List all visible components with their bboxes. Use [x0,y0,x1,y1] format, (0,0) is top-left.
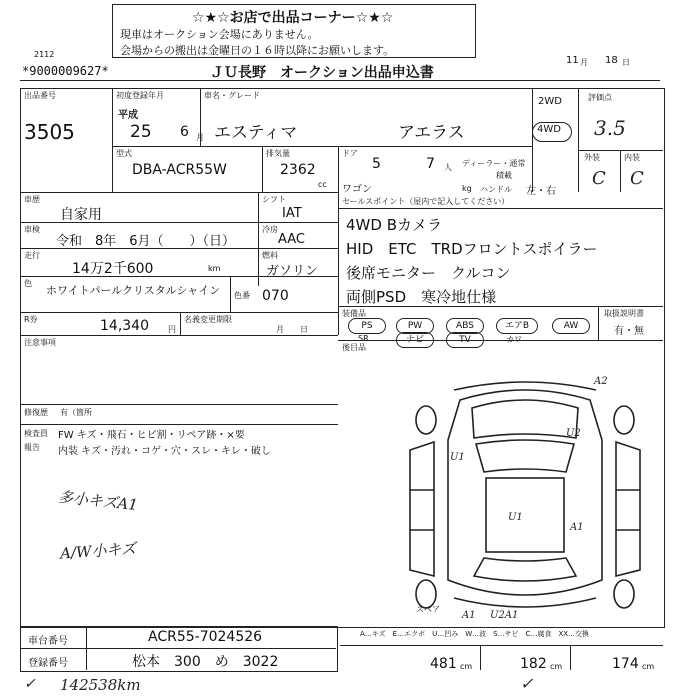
diagram-hood [472,400,578,438]
registration-label: 初度登録年月 [116,91,164,100]
sales-point-2: HID ETC TRDフロントスポイラー [346,240,598,258]
ac-label: 冷房 [262,225,278,234]
load-unit: kg [462,184,472,193]
ac-line [258,248,338,249]
name-change-label: 名義変更期限 [184,315,232,324]
row-line-1 [20,192,338,193]
grade-label: 評価点 [588,93,612,102]
diagram-mark-u1-left: U1 [450,452,465,463]
grade-score: 3.5 [594,116,626,140]
inspection-label: 車検 [24,225,40,234]
shift-line [258,222,338,223]
sales-points-label: セールスポイント（屋内で記入してください） [342,197,510,206]
equip-abs: ABS [446,318,484,334]
doors-label: ドア [342,149,358,158]
displacement-label: 排気量 [266,149,290,158]
equip-airbag: エアB [496,318,538,334]
dims-top-line [340,645,663,646]
row-line-7 [20,335,338,336]
diagram-mark-a1-right: A1 [570,522,584,533]
notice-line1: ☆★☆お店で出品コーナー☆★☆ [192,10,394,26]
drive-2wd: 2WD [538,96,562,107]
dim-length: 481 [430,656,457,672]
dims-div-1 [480,645,481,670]
equip-leather: カワ [506,335,522,344]
interior-grade: C [630,168,644,189]
diagram-wheel-rr [614,580,634,608]
reg-value: 松本 300 め 3022 [132,654,279,670]
diagram-rear-bumper [454,598,596,607]
recycle-divider [180,312,181,335]
diagram-windshield [476,440,574,472]
registration-month-unit: 月 [196,133,204,142]
diagram-roof [486,478,564,552]
inspector-label-2: 報告 [24,443,40,452]
equip-aw: AW [552,318,590,334]
drive-divider [532,88,533,192]
chassis-label: 車台番号 [28,636,68,647]
displacement-value: 2362 [280,162,316,178]
recycle-value: 14,340 [100,318,149,334]
color-no-border [230,276,231,312]
exterior-label: 外装 [584,153,600,162]
date-day-unit: 日 [622,58,630,67]
repair-value: 有（箇所 [60,408,92,417]
handle-label: ハンドル [480,185,512,194]
diagram-mark-u2: U2 [566,428,581,439]
ext-int-divider [620,150,621,192]
load-label: 積載 [496,171,512,180]
equip-navi: ナビ [396,332,434,348]
inspection-value: 令和 8年 6月（ ）（日） [56,234,236,249]
date-month-unit: 月 [580,58,588,67]
lot-divider [112,88,113,192]
mileage-unit: km [208,264,221,273]
spare-label: スペア [416,605,440,614]
diagram-left-side [410,442,434,576]
details-right-border [338,192,339,335]
color-value: ホワイトパールクリスタルシャイン [46,284,221,297]
notice-line3: 会場からの搬出は金曜日の１６時以降にお願いします。 [120,44,395,57]
equipment-label: 装備品 [342,309,366,318]
grade-divider [578,88,579,192]
damage-legend: A…キズ E…エクボ U…凹み W…波 S…サビ C…腐食 XX…交換 [360,630,590,638]
recycle-label: R券 [24,315,38,324]
plate-mid-line [20,648,336,649]
diagram-mark-u1-center: U1 [508,512,523,523]
fuel-value: ガソリン [266,264,319,279]
lot-label: 出品番号 [24,91,56,100]
diagram-body-outline [448,390,602,595]
diagram-wheel-fr [614,406,634,434]
model-disp-divider [262,146,263,192]
repair-label: 修復歴 [24,408,48,417]
chassis-value: ACR55-7024526 [148,629,263,645]
equip-ps: PS [348,318,386,334]
car-name-label: 車名・グレード [204,91,260,100]
header-code: 2112 [34,50,55,59]
dim-height: 174 [612,656,639,672]
form-title: ＪＵ長野 オークション出品申込書 [210,65,434,81]
drive-4wd: 4WD [537,124,561,135]
diagram-wheel-fl [416,406,436,434]
manual-label: 取扱説明書 [604,309,644,318]
interior-label: 内装 [624,153,640,162]
mileage-label: 走行 [24,251,40,260]
seats-unit: 人 [444,163,452,172]
repair-line [20,424,338,425]
dim-width-unit: cm [550,662,563,671]
equip-line [338,340,663,341]
row-line-name [112,146,532,147]
manual-value: 有・無 [614,326,644,337]
shift-label: シフト [262,195,286,204]
handwritten-note-1: 多小キズA1 [57,487,139,515]
registration-year: 25 [130,122,152,142]
sales-line [338,306,663,307]
diagram-front-bumper [454,382,596,390]
date-day: 18 [605,55,618,66]
dim-height-unit: cm [642,662,655,671]
equip-sr: SR [358,334,369,343]
plate-label-divider [86,626,87,670]
equip-pw: PW [396,318,434,334]
date-month: 11 [566,55,579,66]
name-change-value: 月 日 [276,325,308,334]
diagram-right-side [616,442,640,576]
dim-width: 182 [520,656,547,672]
diagram-mark-a2: A2 [594,376,608,387]
row-line-6 [20,312,338,313]
equip-tv: TV [446,332,484,348]
exterior-grade: C [592,168,606,189]
header-underline [20,80,660,81]
model-value: DBA-ACR55W [132,162,227,178]
inspector-label-1: 検査員 [24,429,48,438]
model-label: 型式 [116,149,132,158]
bottom-right-check: ✓ [520,674,534,693]
details-shift-border [258,192,259,286]
diagram-mark-a1-rear: A1 [462,610,476,621]
seats-value: 7 [426,156,435,172]
color-no-value: 070 [262,288,289,304]
usage-value: 自家用 [60,207,102,223]
lot-number: 3505 [24,120,75,144]
doors-value: 5 [372,156,381,172]
vehicle-diagram [390,380,660,620]
reg-name-divider [200,88,201,146]
notes-label: 注意事項 [24,338,56,347]
body-type: ワゴン [342,184,372,195]
ac-value: AAC [278,232,305,247]
inspector-line-2: 内装 キズ・汚れ・コゲ・穴・スレ・キレ・破し [58,446,271,457]
diagram-rear-window [474,558,576,581]
bottom-mileage: 142538km [60,676,141,694]
registration-month: 6 [180,124,189,140]
manual-divider [598,306,599,340]
displacement-unit: cc [318,180,327,189]
dealer-label: ディーラー・通常 [462,159,526,168]
color-label: 色 [24,279,32,288]
registration-era: 平成 [118,110,138,121]
row-line-2 [338,208,663,209]
notice-line2: 現車はオークション会場にありません。 [120,28,319,41]
bottom-check-mark: ✓ [24,676,36,692]
sales-point-1: 4WD Bカメラ [346,216,442,234]
barcode-number: *9000009627* [22,64,109,78]
reg-label: 登録番号 [28,658,68,669]
car-name: エスティマ [214,123,298,143]
car-grade: アエラス [398,123,465,143]
dims-div-2 [570,645,571,670]
handle-value: 左・右 [526,186,556,197]
diagram-mark-u2a1: U2A1 [490,610,519,621]
usage-label: 車歴 [24,195,40,204]
shift-value: IAT [282,206,302,221]
notes-line [20,404,338,405]
fuel-label: 燃料 [262,251,278,260]
mileage-value: 14万2千600 [72,261,154,277]
recycle-unit: 円 [168,325,176,334]
rear-label: 後目品 [342,343,366,352]
color-no-label: 色番 [234,291,250,300]
handwritten-note-2: A/W小キズ [59,539,137,563]
sales-point-4: 両側PSD 寒冷地仕様 [346,288,497,306]
inspector-line-1: FW キズ・飛石・ヒビ割・リペア跡・×要 [58,430,245,441]
dim-length-unit: cm [460,662,473,671]
sales-point-3: 後席モニター クルコン [346,264,511,282]
